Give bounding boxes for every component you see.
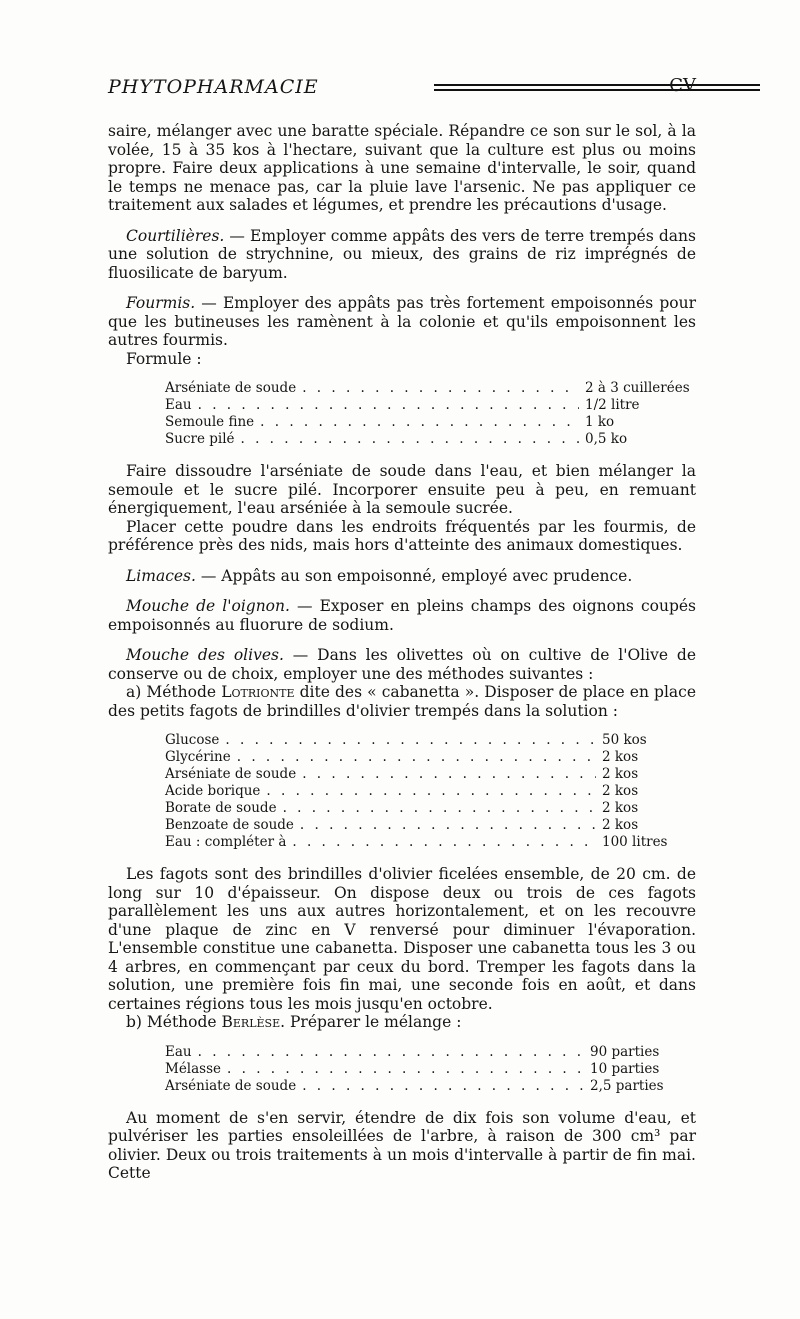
paragraph-limaces bbox=[108, 567, 696, 586]
table-row bbox=[165, 431, 695, 448]
table-row bbox=[165, 1061, 680, 1078]
ingredient-quantity: 1 ko bbox=[585, 414, 615, 430]
table-row bbox=[165, 800, 690, 817]
methode-b-name: Berlèse bbox=[221, 1013, 281, 1031]
ingredient-quantity: 10 parties bbox=[590, 1060, 660, 1077]
methode-a-name: Lotrionte bbox=[221, 683, 295, 701]
paragraph-dissoudre: Faire dissoudre l'arséniate de soude dans l'eau, et bien mélanger la semoule et le sucre pilé. Incorporer ensuite peu à peu, en remuant énergiquement, l'eau arséniée à la semoule sucrée. bbox=[108, 462, 696, 517]
table-row bbox=[165, 1078, 680, 1095]
methode-b-prefix: b) Méthode bbox=[126, 1013, 222, 1031]
dot-leader bbox=[260, 414, 579, 431]
ingredient-name: Mélasse bbox=[165, 1060, 222, 1077]
ingredient-quantity: 50 kos bbox=[602, 732, 647, 748]
table-row bbox=[165, 766, 690, 783]
table-row bbox=[165, 397, 695, 414]
dot-leader bbox=[225, 732, 596, 749]
ingredient-quantity: 90 parties bbox=[590, 1043, 660, 1060]
paragraph-son-arsenic: saire, mélanger avec une baratte spéciale. Répandre ce son sur le sol, à la volée, 15 à 35 kos à l'hectare, suivant que la culture est plus ou moins propre. Faire deux applications à une semaine d'intervalle, le soir, quand le temps ne menace pas, car la pluie lave l'arsenic. Ne pas appliquer ce traitement aux salades et légumes, et prendre les précautions d'usage. bbox=[108, 122, 696, 214]
ingredient-name: Arséniate de soude bbox=[165, 1077, 297, 1094]
table-row bbox=[165, 380, 695, 397]
ingredient-quantity: 2 kos bbox=[602, 800, 639, 816]
paragraph-mouche-olives bbox=[108, 646, 696, 683]
dot-leader bbox=[266, 783, 596, 800]
ingredient-quantity: 2,5 parties bbox=[590, 1077, 664, 1094]
dot-leader bbox=[198, 397, 579, 414]
heading-mouche-olives: Mouche des olives. bbox=[126, 646, 284, 664]
formula-table-fourmis bbox=[165, 380, 695, 448]
methode-a-text: dite des « cabanetta ». Disposer de place en place des petits fagots de brindilles d'olivier trempés dans la solution : bbox=[108, 683, 697, 720]
ingredient-name: Borate de soude bbox=[165, 800, 277, 816]
text-courtilieres: — Employer comme appâts des vers de terre trempés dans une solution de strychnine, ou mieux, des grains de riz imprégnés de fluosilicate de baryum. bbox=[108, 226, 696, 282]
ingredient-name: Glycérine bbox=[165, 749, 231, 765]
running-title: PHYTOPHARMACIE bbox=[108, 76, 319, 98]
running-header bbox=[108, 74, 696, 102]
ingredient-quantity: 100 litres bbox=[602, 834, 668, 850]
paragraph-fourmis bbox=[108, 294, 696, 350]
methode-a-prefix: a) Méthode bbox=[126, 683, 222, 701]
ingredient-quantity: 2 kos bbox=[602, 749, 639, 765]
text-limaces: — Appâts au son empoisonné, employé avec prudence. bbox=[195, 566, 633, 585]
ingredient-quantity: 0,5 ko bbox=[585, 431, 628, 447]
paragraph-courtilieres bbox=[108, 227, 696, 283]
paragraph-placer: Placer cette poudre dans les endroits fréquentés par les fourmis, de préférence près des nids, mais hors d'atteinte des animaux domestiques. bbox=[108, 517, 696, 554]
ingredient-quantity: 2 kos bbox=[602, 766, 639, 782]
ingredient-quantity: 2 kos bbox=[602, 783, 639, 799]
dot-leader bbox=[198, 1044, 584, 1061]
ingredient-quantity: 2 à 3 cuillerées bbox=[585, 380, 690, 396]
paragraph-methode-a bbox=[108, 683, 696, 720]
page-body bbox=[108, 122, 696, 1183]
dot-leader bbox=[302, 1078, 584, 1095]
text-mouche-oignon: — Exposer en pleins champs des oignons coupés empoisonnés au fluorure de sodium. bbox=[108, 597, 696, 634]
dot-leader bbox=[302, 380, 579, 397]
paragraph-au-moment: Au moment de s'en servir, étendre de dix fois son volume d'eau, et pulvériser les parties ensoleillées de l'arbre, à raison de 300 cm³ par olivier. Deux ou trois traitements à un mois d'intervalle à partir de fin mai. Cette bbox=[108, 1108, 696, 1182]
heading-courtilieres: Courtilières. bbox=[126, 226, 225, 245]
dot-leader bbox=[227, 1061, 584, 1078]
header-rule bbox=[434, 84, 760, 91]
ingredient-name: Semoule fine bbox=[165, 414, 255, 430]
table-row bbox=[165, 1044, 680, 1061]
table-row bbox=[165, 783, 690, 800]
paragraph-fagots: Les fagots sont des brindilles d'olivier ficelées ensemble, de 20 cm. de long sur 10 d'épaisseur. On dispose deux ou trois de ces fagots parallèlement les uns aux autres horizontalement, et on les recouvre d'une plaque de zinc en V renversé pour diminuer l'évaporation. L'ensemble constitue une cabanetta. Disposer une cabanetta tous les 3 ou 4 arbres, en commençant par ceux du bord. Tremper les fagots dans la solution, une première fois fin mai, une seconde fois en août, et dans certaines régions tous les mois jusqu'en octobre. bbox=[108, 865, 696, 1013]
ingredient-quantity: 1/2 litre bbox=[585, 397, 640, 413]
formula-table-cabanetta bbox=[165, 732, 690, 851]
dot-leader bbox=[237, 749, 596, 766]
ingredient-name: Glucose bbox=[165, 732, 220, 748]
methode-b-text: . Préparer le mélange : bbox=[280, 1013, 462, 1031]
ingredient-name: Sucre pilé bbox=[165, 431, 235, 447]
text-mouche-olives: — Dans les olivettes où on cultive de l'Olive de conserve ou de choix, employer une des méthodes suivantes : bbox=[108, 646, 697, 683]
table-row bbox=[165, 414, 695, 431]
dot-leader bbox=[283, 800, 596, 817]
formula-label: Formule : bbox=[126, 349, 202, 368]
ingredient-name: Eau bbox=[165, 1043, 192, 1060]
ingredient-name: Eau bbox=[165, 397, 192, 413]
dot-leader bbox=[292, 834, 596, 851]
text-fourmis: — Employer des appâts pas très fortement empoisonnés pour que les butineuses les ramènent à la colonie et qu'ils empoisonnent les autres fourmis. bbox=[108, 294, 696, 349]
ingredient-name: Arséniate de soude bbox=[165, 380, 297, 396]
dot-leader bbox=[241, 431, 579, 448]
table-row bbox=[165, 834, 690, 851]
paragraph-mouche-oignon bbox=[108, 597, 696, 634]
ingredient-name: Benzoate de soude bbox=[165, 817, 294, 833]
dot-leader bbox=[300, 817, 596, 834]
page-number: CV bbox=[669, 75, 696, 96]
dot-leader bbox=[302, 766, 596, 783]
heading-fourmis: Fourmis. bbox=[126, 294, 196, 312]
ingredient-name: Arséniate de soude bbox=[165, 766, 297, 782]
ingredient-name: Eau : compléter à bbox=[165, 834, 287, 850]
heading-mouche-oignon: Mouche de l'oignon. bbox=[126, 597, 290, 615]
heading-limaces: Limaces. bbox=[126, 566, 196, 585]
ingredient-quantity: 2 kos bbox=[602, 817, 639, 833]
formula-table-berlese bbox=[165, 1044, 680, 1095]
ingredient-name: Acide borique bbox=[165, 783, 261, 799]
paragraph-methode-b bbox=[108, 1013, 696, 1032]
table-row bbox=[165, 732, 690, 749]
table-row bbox=[165, 749, 690, 766]
table-row bbox=[165, 817, 690, 834]
